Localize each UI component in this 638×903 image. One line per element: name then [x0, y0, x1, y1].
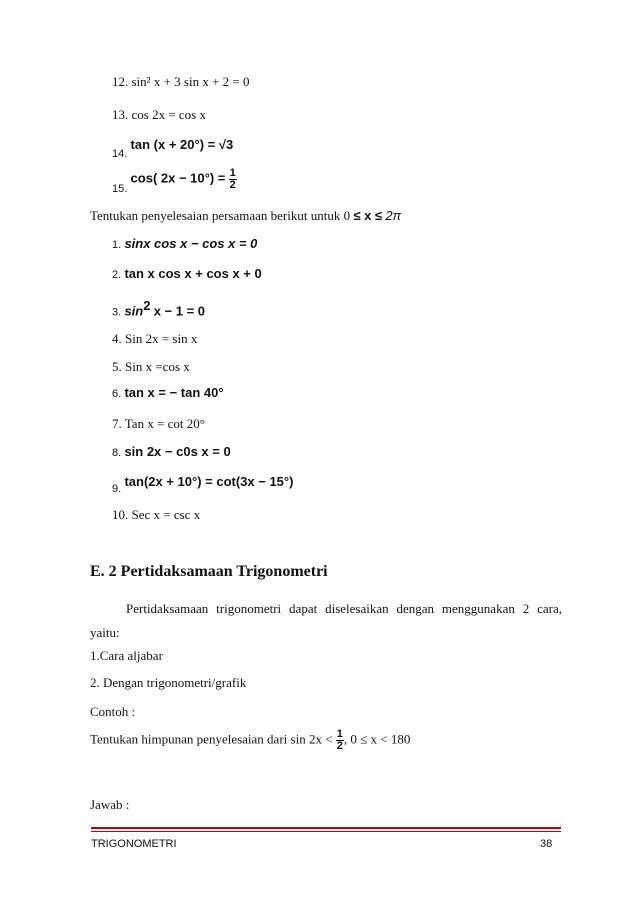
method-1: 1.Cara aljabar — [90, 648, 163, 663]
example-line — [90, 729, 410, 752]
example-text: Tentukan himpunan penyelesaian dari sin 2x < — [90, 731, 333, 747]
item-number: 1. — [112, 239, 122, 251]
list-a-item-12 — [112, 74, 249, 90]
list-b-item-4 — [112, 331, 197, 347]
list-b-item-1 — [112, 236, 257, 252]
item-number: 15. — [112, 183, 128, 196]
equation: cos( 2x − 10°) = — [130, 170, 226, 186]
equation: Sin x =cos x — [125, 359, 190, 374]
item-number: 3. — [112, 306, 122, 319]
item-number: 4. — [112, 331, 122, 346]
equation: tan x = − tan 40° — [124, 385, 224, 400]
item-number: 14. — [112, 148, 128, 160]
equation: sinx cos x − cos x = 0 — [124, 236, 258, 251]
example-label: Contoh : — [90, 704, 136, 719]
list-b-item-7 — [112, 416, 205, 432]
equation: cos 2x = cos x — [131, 107, 206, 122]
fraction-numerator: 1 — [229, 167, 236, 179]
inequality-condition: ≤ x ≤ — [353, 208, 383, 223]
equation: Tan x = cot 20° — [124, 416, 205, 431]
list-b-item-10 — [112, 507, 200, 523]
example-tail: , 0 ≤ x < 180 — [343, 731, 411, 747]
list-b-item-9 — [112, 474, 294, 495]
item-number: 8. — [112, 447, 122, 459]
instruction-text: Tentukan penyelesaian persamaan berikut untuk 0 — [90, 208, 351, 223]
item-number: 5. — [112, 359, 122, 374]
fraction-numerator: 1 — [336, 728, 343, 740]
fraction-denominator: 2 — [229, 179, 236, 191]
section-paragraph: Pertidaksamaan trigonometri dapat diselesaikan dengan menggunakan 2 cara, yaitu: — [90, 601, 562, 640]
exponent: 2 — [143, 298, 151, 313]
list-a-item-15 — [112, 167, 237, 196]
fraction-denominator: 2 — [336, 740, 343, 752]
list-b-item-3 — [112, 298, 205, 319]
equation: Sin 2x = sin x — [125, 331, 198, 346]
item-number: 9. — [112, 483, 122, 495]
page-number: 38 — [540, 838, 553, 850]
upper-bound: 2π — [385, 208, 402, 223]
footer-rule-thick — [91, 827, 561, 829]
item-number: 6. — [112, 388, 122, 400]
item-number: 7. — [112, 416, 122, 431]
list-a-item-13 — [112, 107, 206, 123]
list-b-item-6 — [112, 385, 224, 401]
equation: sin² x + 3 sin x + 2 = 0 — [131, 74, 250, 89]
item-number: 12. — [112, 74, 129, 89]
section-heading: E. 2 Pertidaksamaan Trigonometri — [90, 563, 328, 580]
list-b-item-8 — [112, 444, 231, 460]
method-2: 2. Dengan trigonometri/grafik — [90, 675, 247, 690]
item-number: 10. — [112, 507, 129, 522]
equation: sin 2x − c0s x = 0 — [124, 444, 231, 459]
equation: tan(2x + 10°) = cot(3x − 15°) — [124, 474, 294, 489]
equation-func: sin — [124, 303, 144, 319]
footer-title: TRIGONOMETRI — [91, 838, 177, 850]
equation: tan (x + 20°) = √3 — [130, 137, 234, 152]
equation: tan x cos x + cos x + 0 — [124, 266, 262, 281]
example-fraction — [336, 729, 344, 752]
list-b-item-2 — [112, 266, 262, 282]
footer-rule-thin — [91, 831, 561, 832]
equation-rest: x − 1 = 0 — [153, 303, 206, 319]
list-b-item-5 — [112, 359, 190, 375]
answer-label: Jawab : — [90, 797, 130, 812]
item-number: 13. — [112, 107, 129, 122]
equation: Sec x = csc x — [131, 507, 201, 522]
item-number: 2. — [112, 269, 122, 281]
fraction — [229, 168, 237, 191]
instruction-line — [90, 208, 401, 224]
list-a-item-14 — [112, 137, 234, 160]
